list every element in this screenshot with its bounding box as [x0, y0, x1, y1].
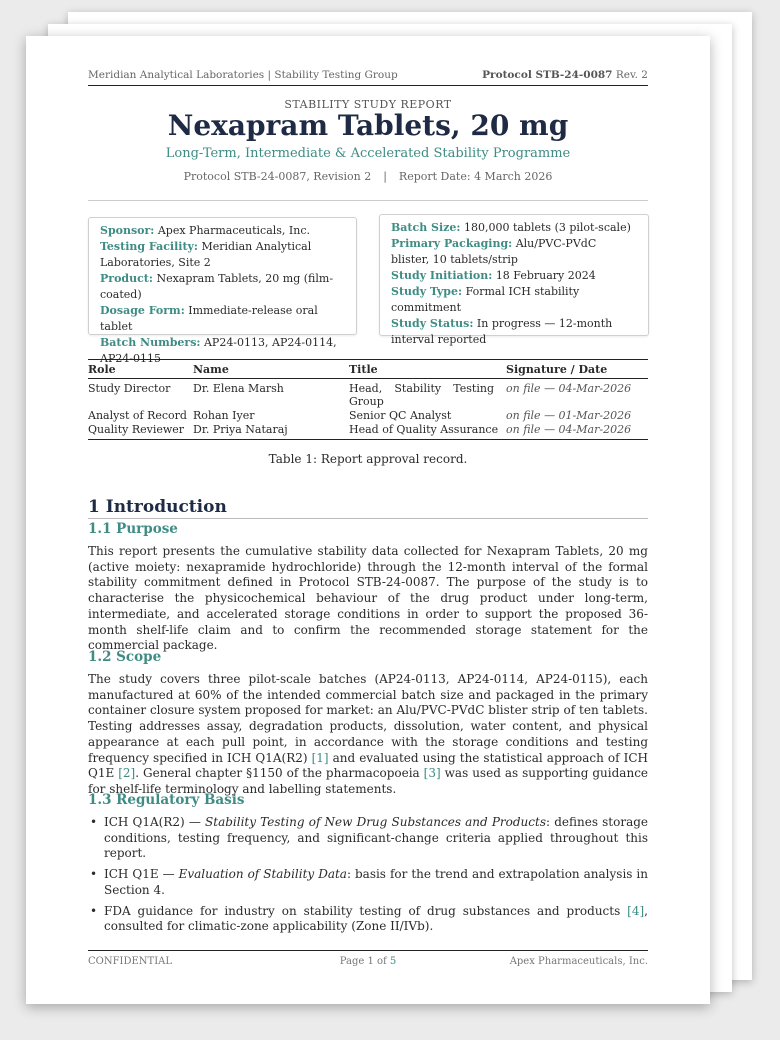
- cell-name: Dr. Priya Nataraj: [193, 423, 288, 436]
- list-item-text: : basis for the trend and extrapolation analysis in Section 4.: [104, 867, 648, 897]
- list-item-text: : defines storage conditions, testing frequency, and significant-change criteria applied throughout this report.: [104, 815, 649, 861]
- cell-signature: on file — 01-Mar-2026: [506, 409, 632, 422]
- approval-table: [88, 359, 648, 440]
- info-row: [100, 303, 345, 335]
- cell-title: Head of Quality Assurance: [349, 423, 499, 436]
- meta-date: Report Date: 4 March 2026: [398, 170, 553, 183]
- list-item-emphasis: Evaluation of Stability Data: [178, 867, 347, 882]
- info-key: Testing Facility:: [100, 240, 198, 253]
- info-row: [391, 236, 637, 268]
- info-key: Batch Size:: [391, 221, 461, 234]
- list-item: [88, 867, 648, 898]
- list-item-text: ICH Q1E —: [104, 867, 179, 882]
- purpose-paragraph: This report presents the cumulative stability data collected for Nexapram Tablets, 20 mg (active moiety: nexapramide hydrochloride) through the 12-month interval of the formal stability commitment defined in Protocol STB-24-0087. The purpose of the study is to characterise the physicochemical behaviour of the drug product under long-term, intermediate, and accelerated storage conditions in order to support the proposed 36-month shelf-life claim and to confirm the recommended storage statement for the commercial package.: [88, 544, 648, 653]
- scope-text: The study covers three pilot-scale batches (AP24-0113, AP24-0114, AP24-0115), each manufactured at 60% of the intended commercial batch size and packaged in the primary container closure system proposed for market: an Alu/PVC-PVdC blister strip of ten tablets. Testing addresses assay, degradation products, dissolution, water content, and physical appearance at each pull point, in accordance with the storage conditions and testing frequency specified in ICH Q1A(R2): [88, 672, 648, 765]
- page-total-link[interactable]: 5: [389, 956, 397, 967]
- list-item: [88, 904, 648, 935]
- list-item-text: ICH Q1A(R2) —: [104, 815, 206, 829]
- list-item-emphasis: Stability Testing of New Drug Substances and Products: [205, 815, 546, 829]
- list-item: [88, 815, 648, 862]
- info-value: Immediate-release oral tablet: [100, 304, 318, 333]
- info-value: 18 February 2024: [495, 269, 596, 282]
- header-protocol-label: Protocol STB-24-0087: [482, 69, 613, 81]
- info-key: Sponsor:: [100, 224, 155, 237]
- cell-signature: on file — 04-Mar-2026: [506, 423, 632, 436]
- subsection-heading-purpose: 1.1 Purpose: [88, 521, 178, 537]
- cell-signature: on file — 04-Mar-2026: [506, 382, 632, 395]
- cell-role: Quality Reviewer: [88, 423, 185, 436]
- regulatory-list: [88, 815, 648, 940]
- running-header: [88, 69, 648, 86]
- list-item-text: , consulted for climatic-zone applicability (Zone II/IVb).: [104, 903, 648, 934]
- info-row: [391, 220, 637, 236]
- info-row: [391, 268, 637, 284]
- cell-name: Dr. Elena Marsh: [193, 382, 284, 395]
- cell-role: Study Director: [88, 382, 171, 395]
- info-value: 180,000 tablets (3 pilot-scale): [463, 221, 631, 234]
- study-info-box-right: [379, 214, 649, 346]
- table-caption: Table 1: Report approval record.: [268, 452, 468, 466]
- citation-link[interactable]: [3]: [423, 766, 441, 781]
- info-value: Apex Pharmaceuticals, Inc.: [157, 224, 311, 237]
- scope-text: . General chapter §1150 of the pharmacopoeia: [135, 766, 424, 781]
- scope-paragraph: [88, 672, 648, 798]
- scope-text: was used as supporting guidance for shelf-life terminology and labelling statements.: [88, 766, 649, 796]
- subsection-heading-scope: 1.2 Scope: [88, 649, 162, 665]
- footer-confidential: CONFIDENTIAL: [88, 956, 173, 967]
- subsection-heading-regulatory: 1.3 Regulatory Basis: [88, 792, 245, 808]
- list-item-text: FDA guidance for industry on stability testing of drug substances and products: [104, 903, 628, 918]
- table-header-row: [88, 360, 648, 379]
- info-key: Study Status:: [391, 317, 474, 330]
- title-block: [88, 98, 648, 183]
- footer-company: Apex Pharmaceuticals, Inc.: [509, 956, 648, 967]
- cell-name: Rohan Iyer: [193, 409, 255, 422]
- table-row: [88, 408, 648, 422]
- info-row: [391, 316, 637, 348]
- info-key: Study Initiation:: [391, 269, 493, 282]
- page-number-prefix: Page 1 of: [339, 956, 390, 967]
- info-row: [100, 223, 345, 239]
- info-row: [100, 239, 345, 271]
- info-value: Nexapram Tablets, 20 mg (film-coated): [100, 272, 334, 301]
- info-key: Dosage Form:: [100, 304, 185, 317]
- table-row: [88, 422, 648, 440]
- header-org: Meridian Analytical Laboratories | Stability Testing Group: [88, 69, 398, 81]
- header-protocol: [482, 69, 648, 81]
- report-page: [26, 36, 710, 1004]
- running-footer: [88, 950, 648, 967]
- citation-link[interactable]: [1]: [311, 750, 329, 765]
- scope-text: and evaluated using the statistical approach of ICH Q1E: [88, 750, 648, 781]
- info-value: AP24-0113, AP24-0114, AP24-0115: [100, 336, 337, 365]
- citation-link[interactable]: [2]: [118, 766, 136, 781]
- report-kicker: STABILITY STUDY REPORT: [284, 98, 452, 111]
- cell-title: Head, Stability Testing Group: [349, 382, 494, 408]
- section-heading-introduction: 1 Introduction: [88, 497, 648, 519]
- info-key: Product:: [100, 272, 153, 285]
- info-value: Alu/PVC-PVdC blister, 10 tablets/strip: [391, 237, 597, 266]
- cell-title: Senior QC Analyst: [349, 409, 452, 422]
- citation-link[interactable]: [4]: [627, 903, 645, 918]
- meta-protocol: Protocol STB-24-0087, Revision 2: [183, 170, 372, 183]
- info-key: Study Type:: [391, 285, 463, 298]
- report-meta: [88, 170, 648, 183]
- info-key: Batch Numbers:: [100, 336, 201, 349]
- info-key: Primary Packaging:: [391, 237, 513, 250]
- column-header-title: Title: [349, 360, 506, 379]
- table-row: [88, 379, 648, 409]
- cell-role: Analyst of Record: [88, 409, 187, 422]
- meta-separator: |: [383, 170, 387, 183]
- info-value: Meridian Analytical Laboratories, Site 2: [100, 240, 312, 269]
- page-subtitle: Long-Term, Intermediate & Accelerated Stability Programme: [165, 146, 571, 161]
- title-divider: [88, 200, 648, 201]
- column-header-name: Name: [193, 360, 349, 379]
- page-title: Nexapram Tablets, 20 mg: [167, 109, 569, 142]
- header-revision: Rev. 2: [615, 69, 648, 81]
- study-info-box-left: [88, 217, 357, 365]
- info-value: Formal ICH stability commitment: [391, 285, 580, 314]
- column-header-signature: Signature / Date: [506, 360, 648, 379]
- column-header-role: Role: [88, 360, 193, 379]
- info-row: [391, 284, 637, 316]
- info-value: In progress — 12-month interval reported: [391, 317, 613, 346]
- info-row: [100, 271, 345, 303]
